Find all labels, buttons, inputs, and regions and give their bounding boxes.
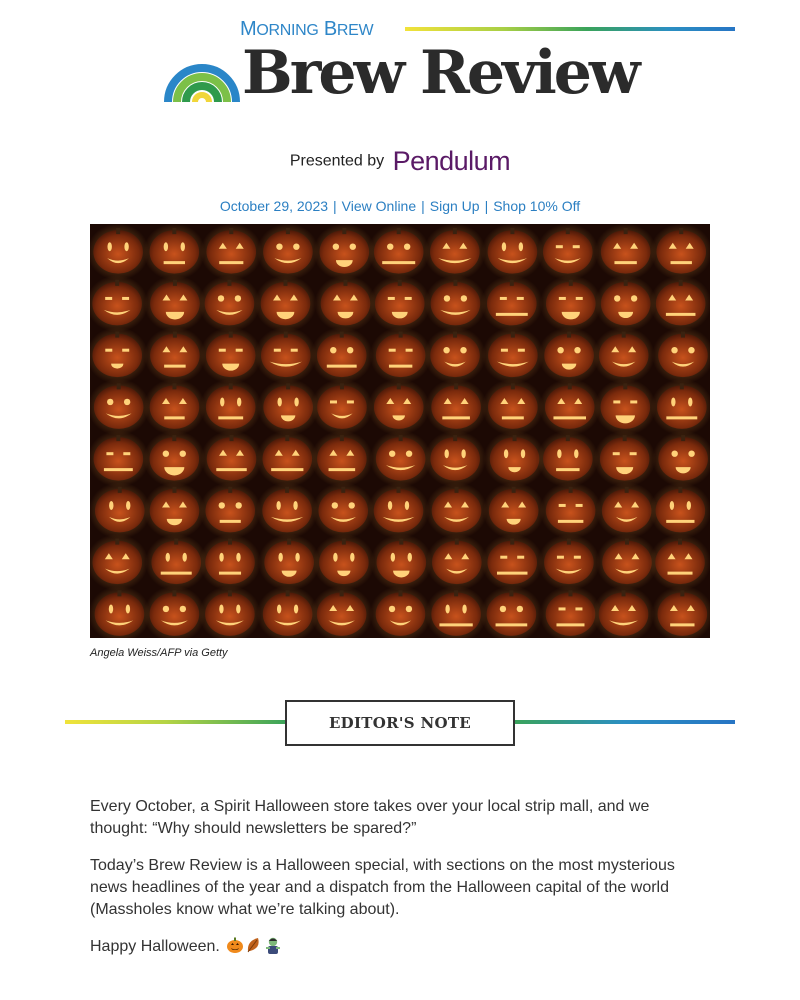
- jack-o-lantern-wall-illustration: [90, 224, 710, 638]
- zombie-icon: [264, 936, 282, 954]
- presented-by-label: Presented by: [289, 152, 385, 170]
- rainbow-logo-icon: [164, 62, 240, 102]
- body-paragraph: Today’s Brew Review is a Halloween special, with sections on the most mysterious news headlines of the year and a dispatch from the Halloween capital of the world (Massholes know what we’re talking about).: [90, 857, 675, 918]
- jack-o-lantern-icon: [226, 936, 244, 954]
- date-link[interactable]: October 29, 2023: [219, 198, 329, 214]
- newsletter-title: Brew Review: [242, 38, 638, 108]
- fallen-leaf-icon: [246, 936, 262, 954]
- editors-note-body: [90, 796, 710, 973]
- body-paragraph: Every October, a Spirit Halloween store takes over your local strip mall, and we thought: “Why should newsletters be spared?”: [90, 798, 650, 837]
- hero-image[interactable]: [90, 224, 710, 638]
- section-divider-left: [65, 720, 287, 724]
- header-links: [0, 198, 800, 214]
- presented-by: [0, 146, 800, 178]
- sponsor-logo[interactable]: Pendulum: [392, 146, 511, 176]
- separator: |: [484, 198, 489, 214]
- section-divider-right: [513, 720, 735, 724]
- view-online-link[interactable]: View Online: [341, 198, 417, 214]
- body-paragraph-closing: [90, 936, 710, 958]
- closing-text: Happy Halloween.: [90, 938, 220, 955]
- image-caption: Angela Weiss/AFP via Getty: [90, 647, 228, 659]
- shop-link[interactable]: Shop 10% Off: [493, 198, 581, 214]
- newsletter-logo[interactable]: [164, 38, 644, 108]
- section-title: EDITOR'S NOTE: [285, 700, 515, 746]
- separator: |: [421, 198, 425, 214]
- sign-up-link[interactable]: Sign Up: [429, 198, 480, 214]
- separator: |: [333, 198, 337, 214]
- brand-name: MORNING BREW: [240, 18, 374, 40]
- brand-gradient-line: [405, 27, 735, 31]
